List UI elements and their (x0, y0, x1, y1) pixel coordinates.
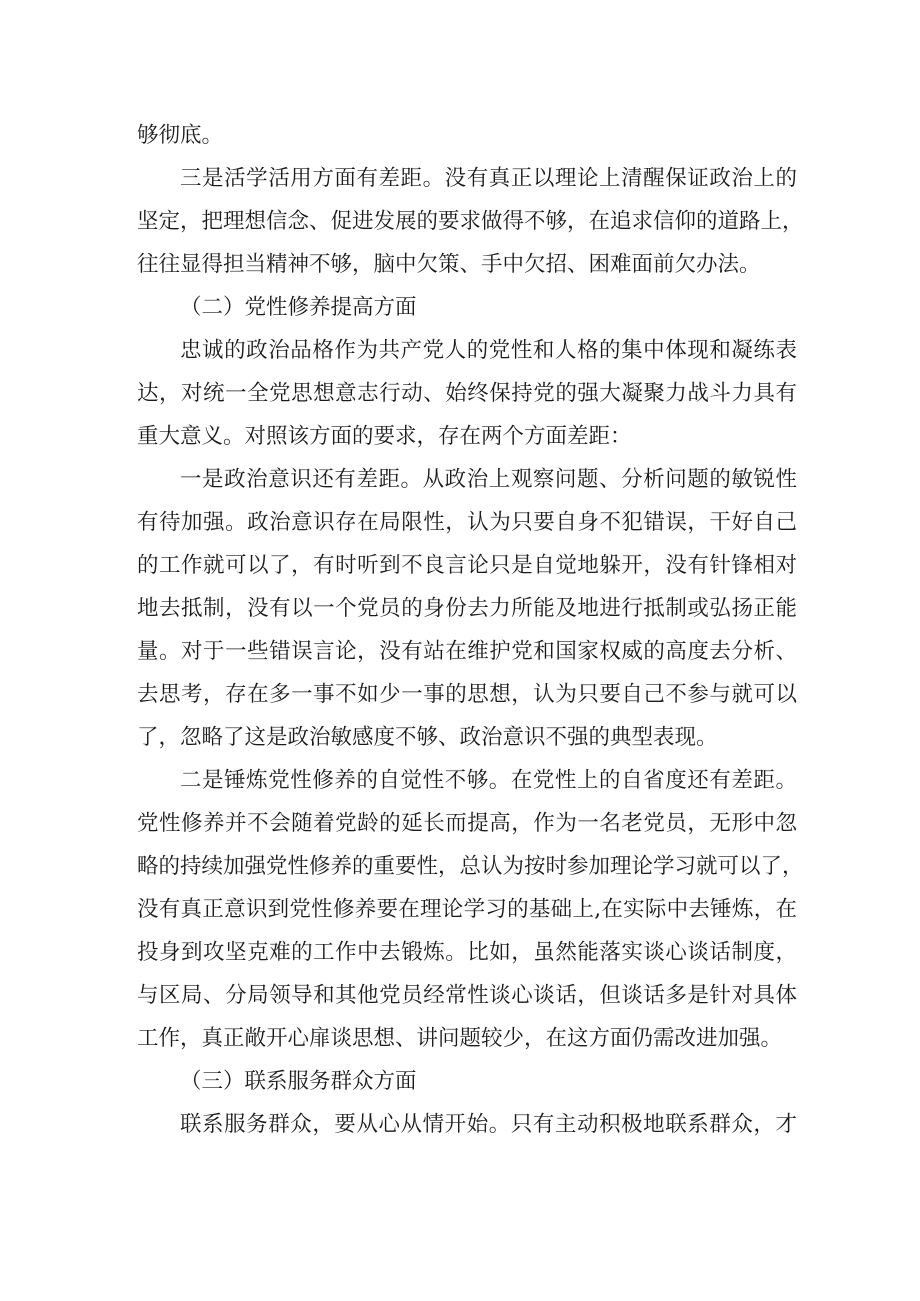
text-line: 没有真正意识到党性修养要在理论学习的基础上,在实际中去锤炼，在 (137, 897, 797, 922)
text-line: 党性修养并不会随着党龄的延长而提高，作为一名老党员，无形中忽 (137, 811, 797, 836)
text-line: 够彻底。 (137, 123, 224, 148)
section-heading: （二）党性修养提高方面 (180, 295, 417, 320)
text-line: 地去抵制，没有以一个党员的身份去力所能及地进行抵制或弘扬正能 (137, 596, 797, 621)
text-line: 有待加强。政治意识存在局限性，认为只要自身不犯错误，干好自己 (137, 510, 797, 535)
text-line: 投身到攻坚克难的工作中去锻炼。比如，虽然能落实谈心谈话制度， (137, 940, 797, 965)
text-line: 去思考，存在多一事不如少一事的思想，认为只要自己不参与就可以 (137, 682, 797, 707)
text-line: 量。对于一些错误言论，没有站在维护党和国家权威的高度去分析、 (137, 639, 797, 664)
text-line: 略的持续加强党性修养的重要性，总认为按时参加理论学习就可以了， (137, 854, 804, 879)
text-line: 往往显得担当精神不够，脑中欠策、手中欠招、困难面前欠办法。 (137, 252, 761, 277)
text-line: 重大意义。对照该方面的要求，存在两个方面差距： (137, 424, 632, 449)
text-line: 一是政治意识还有差距。从政治上观察问题、分析问题的敏锐性 (180, 467, 797, 492)
section-heading: （三）联系服务群众方面 (180, 1069, 417, 1094)
text-line: 的工作就可以了，有时听到不良言论只是自觉地躲开，没有针锋相对 (137, 553, 797, 578)
text-line: 了，忽略了这是政治敏感度不够、政治意识不强的典型表现。 (137, 725, 718, 750)
text-line: 忠诚的政治品格作为共产党人的党性和人格的集中体现和凝练表 (180, 338, 797, 363)
text-line: 联系服务群众，要从心从情开始。只有主动积极地联系群众，才 (180, 1112, 797, 1137)
text-line: 三是活学活用方面有差距。没有真正以理论上清醒保证政治上的 (180, 166, 797, 191)
text-line: 与区局、分局领导和其他党员经常性谈心谈话，但谈话多是针对具体 (137, 983, 797, 1008)
text-line: 工作，真正敞开心扉谈思想、讲问题较少，在这方面仍需改进加强。 (137, 1026, 783, 1051)
text-line: 坚定，把理想信念、促进发展的要求做得不够，在追求信仰的道路上， (137, 209, 804, 234)
text-line: 二是锤炼党性修养的自觉性不够。在党性上的自省度还有差距。 (180, 768, 797, 793)
text-line: 达，对统一全党思想意志行动、始终保持党的强大凝聚力战斗力具有 (137, 381, 797, 406)
